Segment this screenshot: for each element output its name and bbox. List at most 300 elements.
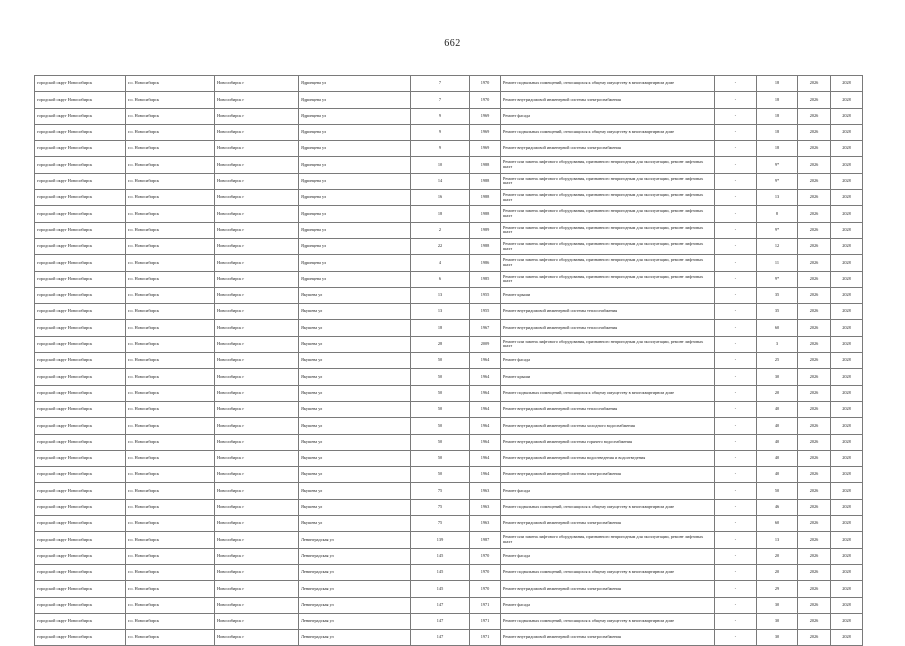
plan-end-year-cell: 2028: [831, 255, 863, 271]
settlement-cell: г.о. Новосибирск: [126, 108, 215, 124]
wear-percent-cell: 40: [757, 418, 798, 434]
house-number-cell: 10: [411, 157, 470, 173]
plan-end-year-cell: 2028: [831, 434, 863, 450]
cost-cell: -: [715, 401, 757, 417]
work-type-cell: Ремонт крыши: [501, 287, 715, 303]
table-row: [35, 401, 863, 417]
work-type-cell: Ремонт или замена лифтового оборудования, признанного непригодным для эксплуатации, ремонт лифтовых шахт: [501, 173, 715, 189]
wear-percent-cell: 9*: [757, 157, 798, 173]
house-number-cell: 9: [411, 141, 470, 157]
municipal-district-cell: городской округ Новосибирск: [35, 532, 126, 548]
commissioning-year-cell: 1969: [470, 141, 501, 157]
settlement-cell: г.о. Новосибирск: [126, 173, 215, 189]
wear-percent-cell: 9*: [757, 271, 798, 287]
wear-percent-cell: 13: [757, 532, 798, 548]
locality-cell: Новосибирск г: [215, 450, 299, 466]
street-cell: Ядринцева ул: [299, 173, 411, 189]
table-row: [35, 141, 863, 157]
settlement-cell: г.о. Новосибирск: [126, 141, 215, 157]
table-row: [35, 271, 863, 287]
locality-cell: Новосибирск г: [215, 238, 299, 254]
plan-end-year-cell: 2028: [831, 206, 863, 222]
wear-percent-cell: 35: [757, 287, 798, 303]
locality-cell: Новосибирск г: [215, 516, 299, 532]
wear-percent-cell: 9*: [757, 173, 798, 189]
work-type-cell: Ремонт или замена лифтового оборудования, признанного непригодным для эксплуатации, ремонт лифтовых шахт: [501, 157, 715, 173]
plan-end-year-cell: 2028: [831, 124, 863, 140]
work-type-cell: Ремонт внутридомовой инженерной системы электроснабжения: [501, 467, 715, 483]
plan-end-year-cell: 2028: [831, 418, 863, 434]
street-cell: Ядринцева ул: [299, 255, 411, 271]
municipal-district-cell: городской округ Новосибирск: [35, 320, 126, 336]
street-cell: Ядринцева ул: [299, 206, 411, 222]
wear-percent-cell: 12: [757, 238, 798, 254]
locality-cell: Новосибирск г: [215, 255, 299, 271]
table-row: [35, 564, 863, 580]
locality-cell: Новосибирск г: [215, 564, 299, 580]
work-type-cell: Ремонт фасада: [501, 353, 715, 369]
plan-end-year-cell: 2028: [831, 320, 863, 336]
municipal-district-cell: городской округ Новосибирск: [35, 483, 126, 499]
municipal-district-cell: городской округ Новосибирск: [35, 630, 126, 646]
plan-end-year-cell: 2028: [831, 222, 863, 238]
table-row: [35, 418, 863, 434]
plan-start-year-cell: 2026: [798, 353, 831, 369]
settlement-cell: г.о. Новосибирск: [126, 287, 215, 303]
table-row: [35, 190, 863, 206]
street-cell: Ядринцева ул: [299, 157, 411, 173]
street-cell: Якушева ул: [299, 336, 411, 352]
locality-cell: Новосибирск г: [215, 320, 299, 336]
cost-cell: -: [715, 76, 757, 92]
house-number-cell: 7: [411, 92, 470, 108]
house-number-cell: 50: [411, 418, 470, 434]
table-row: [35, 532, 863, 548]
plan-end-year-cell: 2028: [831, 581, 863, 597]
commissioning-year-cell: 1964: [470, 369, 501, 385]
cost-cell: -: [715, 483, 757, 499]
street-cell: Якушева ул: [299, 287, 411, 303]
locality-cell: Новосибирск г: [215, 401, 299, 417]
table-row: [35, 206, 863, 222]
settlement-cell: г.о. Новосибирск: [126, 434, 215, 450]
wear-percent-cell: 9*: [757, 222, 798, 238]
work-type-cell: Ремонт фасада: [501, 483, 715, 499]
municipal-district-cell: городской округ Новосибирск: [35, 369, 126, 385]
table-row: [35, 597, 863, 613]
commissioning-year-cell: 1964: [470, 353, 501, 369]
commissioning-year-cell: 1988: [470, 206, 501, 222]
commissioning-year-cell: 1970: [470, 92, 501, 108]
work-type-cell: Ремонт или замена лифтового оборудования, признанного непригодным для эксплуатации, ремонт лифтовых шахт: [501, 190, 715, 206]
commissioning-year-cell: 1964: [470, 450, 501, 466]
wear-percent-cell: 18: [757, 92, 798, 108]
settlement-cell: г.о. Новосибирск: [126, 304, 215, 320]
house-number-cell: 13: [411, 287, 470, 303]
work-type-cell: Ремонт или замена лифтового оборудования, признанного непригодным для эксплуатации, ремонт лифтовых шахт: [501, 271, 715, 287]
table-row: [35, 157, 863, 173]
wear-percent-cell: 18: [757, 76, 798, 92]
cost-cell: -: [715, 157, 757, 173]
settlement-cell: г.о. Новосибирск: [126, 255, 215, 271]
street-cell: Ленинградская ул: [299, 613, 411, 629]
wear-percent-cell: 35: [757, 304, 798, 320]
settlement-cell: г.о. Новосибирск: [126, 483, 215, 499]
commissioning-year-cell: 1963: [470, 516, 501, 532]
commissioning-year-cell: 1964: [470, 434, 501, 450]
municipal-district-cell: городской округ Новосибирск: [35, 434, 126, 450]
settlement-cell: г.о. Новосибирск: [126, 532, 215, 548]
work-type-cell: Ремонт или замена лифтового оборудования, признанного непригодным для эксплуатации, ремонт лифтовых шахт: [501, 255, 715, 271]
locality-cell: Новосибирск г: [215, 467, 299, 483]
locality-cell: Новосибирск г: [215, 173, 299, 189]
street-cell: Ядринцева ул: [299, 222, 411, 238]
locality-cell: Новосибирск г: [215, 434, 299, 450]
plan-end-year-cell: 2028: [831, 173, 863, 189]
street-cell: Якушева ул: [299, 499, 411, 515]
municipal-district-cell: городской округ Новосибирск: [35, 238, 126, 254]
plan-end-year-cell: 2028: [831, 516, 863, 532]
plan-start-year-cell: 2026: [798, 238, 831, 254]
settlement-cell: г.о. Новосибирск: [126, 320, 215, 336]
plan-end-year-cell: 2028: [831, 287, 863, 303]
municipal-district-cell: городской округ Новосибирск: [35, 385, 126, 401]
locality-cell: Новосибирск г: [215, 271, 299, 287]
table-row: [35, 336, 863, 352]
table-row: [35, 581, 863, 597]
work-type-cell: Ремонт подвальных помещений, относящихся к общему имуществу в многоквартирном доме: [501, 124, 715, 140]
plan-start-year-cell: 2026: [798, 222, 831, 238]
commissioning-year-cell: 1964: [470, 467, 501, 483]
wear-percent-cell: 18: [757, 141, 798, 157]
table-row: [35, 385, 863, 401]
table-row: [35, 499, 863, 515]
street-cell: Ленинградская ул: [299, 597, 411, 613]
cost-cell: -: [715, 271, 757, 287]
municipal-district-cell: городской округ Новосибирск: [35, 141, 126, 157]
cost-cell: -: [715, 304, 757, 320]
house-number-cell: 50: [411, 369, 470, 385]
table-row: [35, 124, 863, 140]
street-cell: Якушева ул: [299, 450, 411, 466]
plan-end-year-cell: 2028: [831, 532, 863, 548]
municipal-district-cell: городской округ Новосибирск: [35, 92, 126, 108]
locality-cell: Новосибирск г: [215, 108, 299, 124]
cost-cell: -: [715, 173, 757, 189]
house-number-cell: 50: [411, 401, 470, 417]
house-number-cell: 28: [411, 336, 470, 352]
wear-percent-cell: 40: [757, 467, 798, 483]
municipal-district-cell: городской округ Новосибирск: [35, 450, 126, 466]
municipal-district-cell: городской округ Новосибирск: [35, 613, 126, 629]
house-number-cell: 22: [411, 238, 470, 254]
plan-end-year-cell: 2028: [831, 564, 863, 580]
wear-percent-cell: 3: [757, 336, 798, 352]
plan-start-year-cell: 2026: [798, 255, 831, 271]
locality-cell: Новосибирск г: [215, 287, 299, 303]
commissioning-year-cell: 1964: [470, 418, 501, 434]
work-type-cell: Ремонт или замена лифтового оборудования, признанного непригодным для эксплуатации, ремонт лифтовых шахт: [501, 206, 715, 222]
settlement-cell: г.о. Новосибирск: [126, 564, 215, 580]
settlement-cell: г.о. Новосибирск: [126, 499, 215, 515]
locality-cell: Новосибирск г: [215, 385, 299, 401]
street-cell: Ленинградская ул: [299, 532, 411, 548]
house-number-cell: 50: [411, 434, 470, 450]
settlement-cell: г.о. Новосибирск: [126, 76, 215, 92]
house-number-cell: 18: [411, 320, 470, 336]
wear-percent-cell: 20: [757, 548, 798, 564]
settlement-cell: г.о. Новосибирск: [126, 124, 215, 140]
wear-percent-cell: 30: [757, 630, 798, 646]
plan-start-year-cell: 2026: [798, 108, 831, 124]
commissioning-year-cell: 1964: [470, 385, 501, 401]
municipal-district-cell: городской округ Новосибирск: [35, 516, 126, 532]
work-type-cell: Ремонт подвальных помещений, относящихся к общему имуществу в многоквартирном доме: [501, 499, 715, 515]
house-number-cell: 50: [411, 353, 470, 369]
table-row: [35, 255, 863, 271]
plan-start-year-cell: 2026: [798, 630, 831, 646]
cost-cell: -: [715, 581, 757, 597]
table-row: [35, 516, 863, 532]
plan-end-year-cell: 2028: [831, 548, 863, 564]
wear-percent-cell: 46: [757, 499, 798, 515]
locality-cell: Новосибирск г: [215, 222, 299, 238]
work-type-cell: Ремонт внутридомовой инженерной системы теплоснабжения: [501, 304, 715, 320]
work-type-cell: Ремонт подвальных помещений, относящихся к общему имуществу в многоквартирном доме: [501, 76, 715, 92]
work-type-cell: Ремонт внутридомовой инженерной системы горячего водоснабжения: [501, 434, 715, 450]
work-type-cell: Ремонт подвальных помещений, относящихся к общему имуществу в многоквартирном доме: [501, 564, 715, 580]
municipal-district-cell: городской округ Новосибирск: [35, 304, 126, 320]
municipal-district-cell: городской округ Новосибирск: [35, 206, 126, 222]
settlement-cell: г.о. Новосибирск: [126, 401, 215, 417]
cost-cell: -: [715, 548, 757, 564]
plan-end-year-cell: 2028: [831, 238, 863, 254]
wear-percent-cell: 30: [757, 597, 798, 613]
work-type-cell: Ремонт внутридомовой инженерной системы электроснабжения: [501, 581, 715, 597]
settlement-cell: г.о. Новосибирск: [126, 336, 215, 352]
plan-end-year-cell: 2028: [831, 141, 863, 157]
municipal-district-cell: городской округ Новосибирск: [35, 255, 126, 271]
work-type-cell: Ремонт внутридомовой инженерной системы электроснабжения: [501, 516, 715, 532]
table-row: [35, 76, 863, 92]
plan-start-year-cell: 2026: [798, 173, 831, 189]
plan-start-year-cell: 2026: [798, 92, 831, 108]
table-row: [35, 630, 863, 646]
locality-cell: Новосибирск г: [215, 532, 299, 548]
locality-cell: Новосибирск г: [215, 597, 299, 613]
cost-cell: -: [715, 385, 757, 401]
municipal-district-cell: городской округ Новосибирск: [35, 467, 126, 483]
municipal-district-cell: городской округ Новосибирск: [35, 173, 126, 189]
municipal-district-cell: городской округ Новосибирск: [35, 564, 126, 580]
wear-percent-cell: 29: [757, 581, 798, 597]
plan-start-year-cell: 2026: [798, 581, 831, 597]
plan-start-year-cell: 2026: [798, 304, 831, 320]
cost-cell: -: [715, 141, 757, 157]
house-number-cell: 75: [411, 499, 470, 515]
commissioning-year-cell: 1955: [470, 287, 501, 303]
municipal-district-cell: городской округ Новосибирск: [35, 401, 126, 417]
plan-start-year-cell: 2026: [798, 401, 831, 417]
house-number-cell: 4: [411, 255, 470, 271]
commissioning-year-cell: 1989: [470, 222, 501, 238]
street-cell: Ленинградская ул: [299, 564, 411, 580]
house-number-cell: 50: [411, 467, 470, 483]
plan-end-year-cell: 2028: [831, 336, 863, 352]
commissioning-year-cell: 1988: [470, 173, 501, 189]
commissioning-year-cell: 1970: [470, 548, 501, 564]
plan-end-year-cell: 2028: [831, 108, 863, 124]
house-number-cell: 2: [411, 222, 470, 238]
cost-cell: -: [715, 92, 757, 108]
plan-end-year-cell: 2028: [831, 630, 863, 646]
work-type-cell: Ремонт внутридомовой инженерной системы холодного водоснабжения: [501, 418, 715, 434]
page-number: 662: [444, 38, 461, 49]
settlement-cell: г.о. Новосибирск: [126, 271, 215, 287]
cost-cell: -: [715, 630, 757, 646]
plan-start-year-cell: 2026: [798, 434, 831, 450]
work-type-cell: Ремонт внутридомовой инженерной системы электроснабжения: [501, 141, 715, 157]
table-row: [35, 434, 863, 450]
plan-end-year-cell: 2028: [831, 613, 863, 629]
commissioning-year-cell: 1988: [470, 190, 501, 206]
commissioning-year-cell: 1963: [470, 499, 501, 515]
locality-cell: Новосибирск г: [215, 548, 299, 564]
table-row: [35, 108, 863, 124]
cost-cell: -: [715, 532, 757, 548]
plan-start-year-cell: 2026: [798, 499, 831, 515]
settlement-cell: г.о. Новосибирск: [126, 613, 215, 629]
cost-cell: -: [715, 564, 757, 580]
plan-start-year-cell: 2026: [798, 597, 831, 613]
table-row: [35, 222, 863, 238]
plan-start-year-cell: 2026: [798, 206, 831, 222]
plan-start-year-cell: 2026: [798, 467, 831, 483]
table-row: [35, 238, 863, 254]
cost-cell: -: [715, 336, 757, 352]
commissioning-year-cell: 2009: [470, 336, 501, 352]
wear-percent-cell: 60: [757, 320, 798, 336]
work-type-cell: Ремонт подвальных помещений, относящихся к общему имуществу в многоквартирном доме: [501, 613, 715, 629]
municipal-district-cell: городской округ Новосибирск: [35, 271, 126, 287]
wear-percent-cell: 40: [757, 450, 798, 466]
work-type-cell: Ремонт внутридомовой инженерной системы водоотведения и водоотведения: [501, 450, 715, 466]
plan-end-year-cell: 2028: [831, 157, 863, 173]
house-number-cell: 7: [411, 76, 470, 92]
locality-cell: Новосибирск г: [215, 124, 299, 140]
street-cell: Якушева ул: [299, 418, 411, 434]
plan-end-year-cell: 2028: [831, 483, 863, 499]
house-number-cell: 147: [411, 613, 470, 629]
commissioning-year-cell: 1969: [470, 108, 501, 124]
municipal-district-cell: городской округ Новосибирск: [35, 124, 126, 140]
work-type-cell: Ремонт или замена лифтового оборудования, признанного непригодным для эксплуатации, ремонт лифтовых шахт: [501, 238, 715, 254]
street-cell: Якушева ул: [299, 467, 411, 483]
plan-end-year-cell: 2028: [831, 92, 863, 108]
municipal-district-cell: городской округ Новосибирск: [35, 336, 126, 352]
wear-percent-cell: 18: [757, 124, 798, 140]
plan-end-year-cell: 2028: [831, 597, 863, 613]
settlement-cell: г.о. Новосибирск: [126, 467, 215, 483]
plan-start-year-cell: 2026: [798, 418, 831, 434]
street-cell: Якушева ул: [299, 385, 411, 401]
municipal-district-cell: городской округ Новосибирск: [35, 581, 126, 597]
commissioning-year-cell: 1963: [470, 483, 501, 499]
locality-cell: Новосибирск г: [215, 581, 299, 597]
plan-start-year-cell: 2026: [798, 613, 831, 629]
settlement-cell: г.о. Новосибирск: [126, 450, 215, 466]
wear-percent-cell: 50: [757, 483, 798, 499]
work-type-cell: Ремонт внутридомовой инженерной системы теплоснабжения: [501, 401, 715, 417]
house-number-cell: 18: [411, 206, 470, 222]
wear-percent-cell: 60: [757, 516, 798, 532]
street-cell: Ядринцева ул: [299, 271, 411, 287]
municipal-district-cell: городской округ Новосибирск: [35, 548, 126, 564]
wear-percent-cell: 13: [757, 190, 798, 206]
commissioning-year-cell: 1971: [470, 613, 501, 629]
street-cell: Ядринцева ул: [299, 76, 411, 92]
cost-cell: -: [715, 499, 757, 515]
cost-cell: -: [715, 418, 757, 434]
street-cell: Якушева ул: [299, 320, 411, 336]
street-cell: Якушева ул: [299, 304, 411, 320]
table-row: [35, 613, 863, 629]
plan-start-year-cell: 2026: [798, 124, 831, 140]
cost-cell: -: [715, 124, 757, 140]
plan-start-year-cell: 2026: [798, 564, 831, 580]
municipal-district-cell: городской округ Новосибирск: [35, 108, 126, 124]
locality-cell: Новосибирск г: [215, 206, 299, 222]
cost-cell: -: [715, 597, 757, 613]
commissioning-year-cell: 1970: [470, 564, 501, 580]
plan-start-year-cell: 2026: [798, 450, 831, 466]
street-cell: Ядринцева ул: [299, 141, 411, 157]
house-number-cell: 50: [411, 385, 470, 401]
cost-cell: -: [715, 434, 757, 450]
cost-cell: -: [715, 238, 757, 254]
plan-start-year-cell: 2026: [798, 141, 831, 157]
work-type-cell: Ремонт внутридомовой инженерной системы электроснабжения: [501, 630, 715, 646]
work-type-cell: Ремонт фасада: [501, 597, 715, 613]
plan-start-year-cell: 2026: [798, 548, 831, 564]
municipal-district-cell: городской округ Новосибирск: [35, 287, 126, 303]
house-number-cell: 16: [411, 190, 470, 206]
table-row: [35, 548, 863, 564]
cost-cell: -: [715, 190, 757, 206]
wear-percent-cell: 40: [757, 401, 798, 417]
street-cell: Якушева ул: [299, 483, 411, 499]
work-type-cell: Ремонт внутридомовой инженерной системы теплоснабжения: [501, 320, 715, 336]
plan-end-year-cell: 2028: [831, 304, 863, 320]
house-number-cell: 145: [411, 581, 470, 597]
settlement-cell: г.о. Новосибирск: [126, 369, 215, 385]
table-row: [35, 353, 863, 369]
locality-cell: Новосибирск г: [215, 499, 299, 515]
work-type-cell: Ремонт внутридомовой инженерной системы электроснабжения: [501, 92, 715, 108]
street-cell: Ядринцева ул: [299, 108, 411, 124]
house-number-cell: 75: [411, 516, 470, 532]
cost-cell: -: [715, 222, 757, 238]
plan-start-year-cell: 2026: [798, 385, 831, 401]
cost-cell: -: [715, 320, 757, 336]
commissioning-year-cell: 1971: [470, 630, 501, 646]
locality-cell: Новосибирск г: [215, 304, 299, 320]
plan-end-year-cell: 2028: [831, 467, 863, 483]
street-cell: Ленинградская ул: [299, 630, 411, 646]
table-row: [35, 483, 863, 499]
street-cell: Якушева ул: [299, 516, 411, 532]
locality-cell: Новосибирск г: [215, 336, 299, 352]
